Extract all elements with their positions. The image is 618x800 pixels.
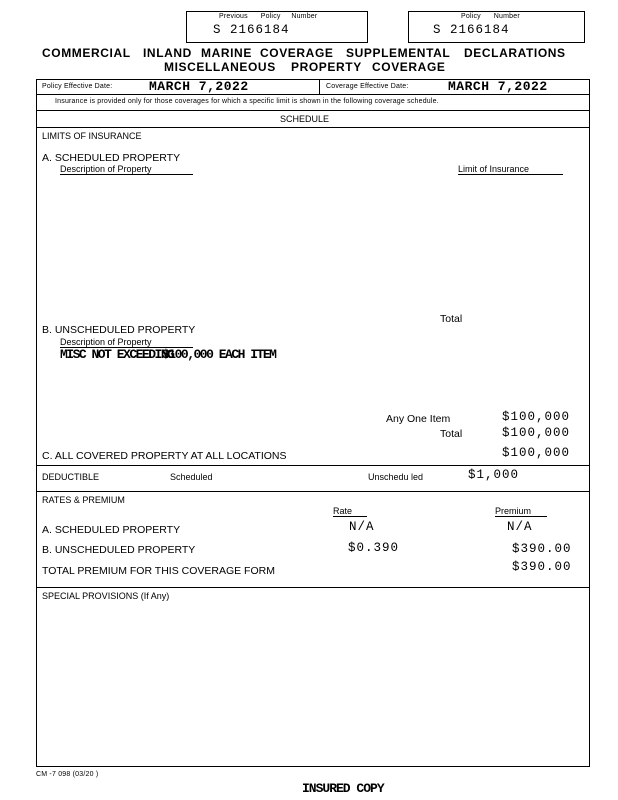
rates-unscheduled-label: B. UNSCHEDULED PROPERTY bbox=[42, 544, 196, 556]
title-word-miscellaneous: MISCELLANEOUS bbox=[164, 60, 276, 74]
scheduled-property-label: A. SCHEDULED PROPERTY bbox=[42, 152, 181, 164]
all-covered-property-value: $100,000 bbox=[502, 446, 571, 460]
policy-label: Policy Number bbox=[461, 13, 520, 20]
previous-label: Previous Policy Number bbox=[219, 13, 318, 20]
total-premium-label: TOTAL PREMIUM FOR THIS COVERAGE FORM bbox=[42, 565, 275, 577]
unscheduled-description-line-2: $100,000 EACH ITEM bbox=[162, 347, 276, 362]
deductible-scheduled-label: Scheduled bbox=[170, 472, 213, 482]
rates-scheduled-rate: N/A bbox=[349, 520, 375, 534]
any-one-item-value: $100,000 bbox=[502, 410, 571, 424]
unscheduled-property-label: B. UNSCHEDULED PROPERTY bbox=[42, 324, 196, 336]
coverage-effective-date-label: Coverage Effective Date: bbox=[326, 83, 409, 90]
schedule-header: SCHEDULE bbox=[280, 114, 330, 124]
policy-effective-date-value: MARCH 7,2022 bbox=[149, 79, 249, 94]
unscheduled-description-header: Description of Property bbox=[60, 337, 193, 348]
title-word-supplemental: SUPPLEMENTAL bbox=[346, 46, 451, 60]
divider-dates-bottom bbox=[36, 94, 590, 95]
policy-effective-date-label: Policy Effective Date: bbox=[42, 83, 113, 90]
divider-rates-bottom bbox=[36, 587, 590, 588]
form-identifier: CM -7 098 (03/20 ) bbox=[36, 771, 99, 778]
title-word-marine: MARINE bbox=[201, 46, 252, 60]
rates-unscheduled-premium: $390.00 bbox=[512, 542, 572, 556]
divider-intro-bottom bbox=[36, 110, 590, 111]
coverage-effective-date-value: MARCH 7,2022 bbox=[448, 79, 548, 94]
deductible-label: DEDUCTIBLE bbox=[42, 472, 100, 482]
policy-number: S 2166184 bbox=[433, 23, 510, 37]
divider-limits-bottom bbox=[36, 465, 590, 466]
limits-heading: LIMITS OF INSURANCE bbox=[42, 131, 142, 141]
unscheduled-description-line-1: MISC NOT EXCEEDING bbox=[60, 347, 174, 362]
rates-unscheduled-rate: $0.390 bbox=[348, 541, 400, 555]
all-covered-property-label: C. ALL COVERED PROPERTY AT ALL LOCATIONS bbox=[42, 450, 287, 462]
unscheduled-total-label: Total bbox=[440, 428, 463, 440]
divider-dates-mid bbox=[319, 79, 320, 94]
title-word-coverage: COVERAGE bbox=[260, 46, 334, 60]
limit-of-insurance-header: Limit of Insurance bbox=[458, 164, 563, 175]
deductible-unscheduled-label: Unschedu led bbox=[368, 472, 424, 482]
deductible-unscheduled-value: $1,000 bbox=[468, 468, 520, 482]
title-word-property: PROPERTY bbox=[291, 60, 362, 74]
title-word-declarations: DECLARATIONS bbox=[464, 46, 566, 60]
insured-copy-label: INSURED COPY bbox=[302, 781, 384, 796]
any-one-item-label: Any One Item bbox=[386, 413, 451, 425]
rates-scheduled-label: A. SCHEDULED PROPERTY bbox=[42, 524, 181, 536]
rates-premium-heading: RATES & PREMIUM bbox=[42, 495, 125, 505]
total-premium-value: $390.00 bbox=[512, 560, 572, 574]
title-word-inland: INLAND bbox=[143, 46, 192, 60]
title-word-commercial: COMMERCIAL bbox=[42, 46, 131, 60]
rate-header: Rate bbox=[333, 506, 367, 517]
previous-policy-number: S 2166184 bbox=[213, 23, 290, 37]
divider-deductible-bottom bbox=[36, 491, 590, 492]
scheduled-description-header: Description of Property bbox=[60, 164, 193, 175]
title-word-coverage-2: COVERAGE bbox=[372, 60, 446, 74]
unscheduled-total-value: $100,000 bbox=[502, 426, 571, 440]
coverage-intro-text: Insurance is provided only for those coverages for which a specific limit is shown in the following coverage schedule. bbox=[55, 98, 439, 105]
rates-scheduled-premium: N/A bbox=[507, 520, 533, 534]
premium-header: Premium bbox=[495, 506, 547, 517]
divider-schedule-bottom bbox=[36, 127, 590, 128]
special-provisions-heading: SPECIAL PROVISIONS (If Any) bbox=[42, 591, 170, 601]
scheduled-total-label: Total bbox=[440, 313, 463, 325]
